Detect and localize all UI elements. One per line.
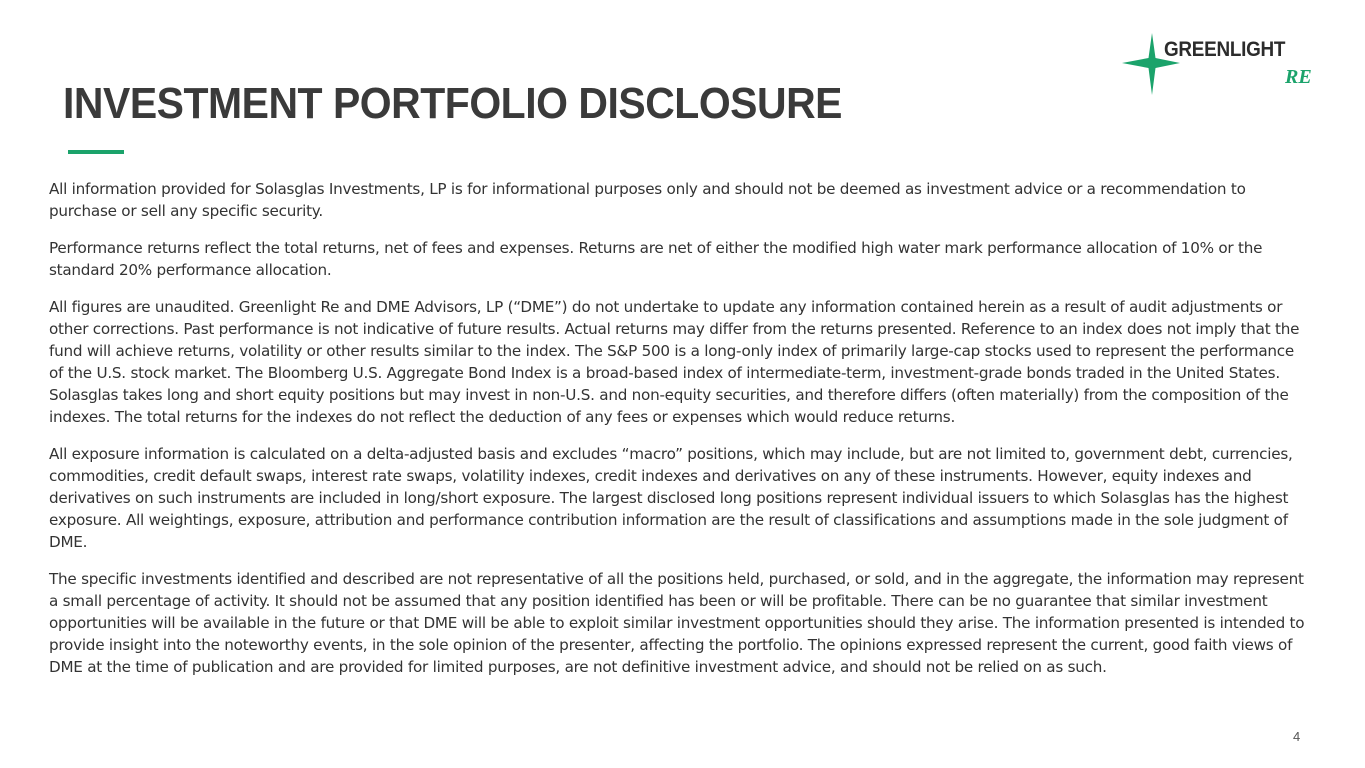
- company-logo: [1118, 30, 1318, 100]
- logo-suffix: RE: [1285, 66, 1312, 88]
- page-title: INVESTMENT PORTFOLIO DISCLOSURE: [63, 79, 843, 128]
- disclosure-paragraph: The specific investments identified and described are not representative of all the positions held, purchased, or sold, and in the aggregate, the information may represent a small percentage of activity. It should not be assumed that any position identified has been or will be profitable. There can be no guarantee that similar investment opportunities will be available in the future or that DME will be able to exploit similar investment opportunities should they arise. The information presented is intended to provide insight into the noteworthy events, in the sole opinion of the presenter, affecting the portfolio. The opinions expressed represent the current, good faith views of DME at the time of publication and are provided for limited purposes, are not definitive investment advice, and should not be relied on as such.: [49, 570, 1305, 676]
- title-underline: [68, 150, 124, 154]
- disclosure-body: [49, 178, 1305, 693]
- disclosure-paragraph: All exposure information is calculated on a delta-adjusted basis and excludes “macro” positions, which may include, but are not limited to, government debt, currencies, commodities, credit default swaps, interest rate swaps, volatility indexes, credit indexes and derivatives on any of these instruments. However, equity indexes and derivatives on such instruments are included in long/short exposure. The largest disclosed long positions represent individual issuers to which Solasglas has the highest exposure. All weightings, exposure, attribution and performance contribution information are the result of classifications and assumptions made in the sole judgment of DME.: [49, 445, 1293, 551]
- disclosure-paragraph: All figures are unaudited. Greenlight Re and DME Advisors, LP (“DME”) do not undertake to update any information contained herein as a result of audit adjustments or other corrections. Past performance is not indicative of future results. Actual returns may differ from the returns presented. Reference to an index does not imply that the fund will achieve returns, volatility or other results similar to the index. The S&P 500 is a long-only index of primarily large-cap stocks used to represent the performance of the U.S. stock market. The Bloomberg U.S. Aggregate Bond Index is a broad-based index of intermediate-term, investment-grade bonds traded in the United States. Solasglas takes long and short equity positions but may invest in non-U.S. and non-equity securities, and therefore differs (often materially) from the composition of the indexes. The total returns for the indexes do not reflect the deduction of any fees or expenses which would reduce returns.: [49, 298, 1300, 426]
- disclosure-paragraph: All information provided for Solasglas Investments, LP is for informational purposes only and should not be deemed as investment advice or a recommendation to purchase or sell any specific security.: [49, 180, 1246, 220]
- page-number: 4: [1293, 729, 1301, 744]
- disclosure-paragraph: Performance returns reflect the total returns, net of fees and expenses. Returns are net of either the modified high water mark performance allocation of 10% or the standard 20% performance allocation.: [49, 239, 1263, 279]
- logo-wordmark: GREENLIGHT: [1164, 38, 1286, 61]
